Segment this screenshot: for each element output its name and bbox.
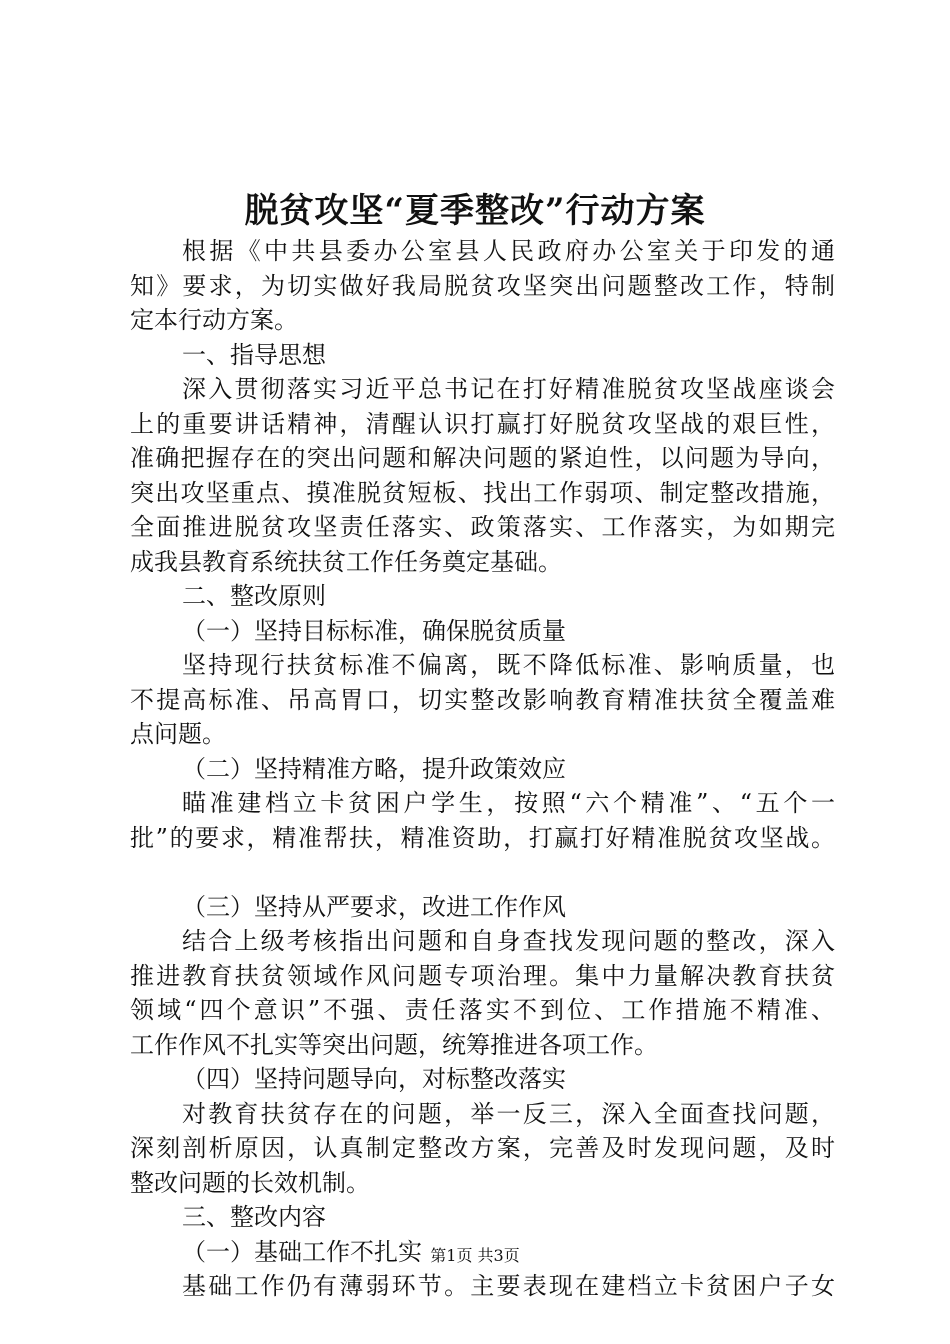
section-heading: 一、指导思想 (182, 340, 326, 369)
body-line: 领域“四个意识”不强、责任落实不到位、工作措施不精准、 (130, 996, 835, 1024)
paragraph-first-line: 根据《中共县委办公室县人民政府办公室关于印发的通 (182, 237, 835, 265)
paragraph-first-line: 对教育扶贫存在的问题，举一反三，深入全面查找问题， (182, 1099, 835, 1128)
subsection-heading: （二）坚持精准方略，提升政策效应 (182, 754, 566, 783)
body-line: 定本行动方案。 (130, 306, 298, 334)
body-line: 全面推进脱贫攻坚责任落实、政策落实、工作落实，为如期完 (130, 513, 835, 541)
section-heading: 二、整改原则 (182, 582, 326, 610)
body-line: 成我县教育系统扶贫工作任务奠定基础。 (130, 547, 562, 576)
paragraph-first-line: 结合上级考核指出问题和自身查找发现问题的整改，深入 (182, 927, 835, 955)
body-line: 上的重要讲话精神，清醒认识打赢打好脱贫攻坚战的艰巨性， (130, 409, 835, 438)
paragraph-first-line: 基础工作仍有薄弱环节。主要表现在建档立卡贫困户子女 (182, 1272, 835, 1300)
body-line: 推进教育扶贫领域作风问题专项治理。集中力量解决教育扶贫 (130, 961, 835, 990)
body-line: 不提高标准、吊高胃口，切实整改影响教育精准扶贫全覆盖难 (130, 685, 835, 714)
body-line: 整改问题的长效机制。 (130, 1168, 370, 1197)
body-line: 工作作风不扎实等突出问题，统筹推进各项工作。 (130, 1030, 658, 1059)
document-body (130, 234, 835, 1304)
document-title: 脱贫攻坚“夏季整改”行动方案 (244, 191, 706, 231)
blank-line (130, 855, 835, 890)
body-line: 知》要求，为切实做好我局脱贫攻坚突出问题整改工作，特制 (130, 271, 835, 300)
body-line: 点问题。 (130, 720, 226, 748)
body-line: 准确把握存在的突出问题和解决问题的紧迫性，以问题为导向， (130, 444, 835, 472)
section-heading: 三、整改内容 (182, 1203, 326, 1231)
paragraph-first-line: 瞄准建档立卡贫困户学生，按照“六个精准”、“五个一 (182, 789, 835, 817)
body-line: 突出攻坚重点、摸准脱贫短板、找出工作弱项、制定整改措施， (130, 478, 835, 507)
body-line: 深刻剖析原因，认真制定整改方案，完善及时发现问题，及时 (130, 1134, 835, 1162)
paragraph-first-line: 深入贯彻落实习近平总书记在打好精准脱贫攻坚战座谈会 (182, 375, 835, 403)
subsection-heading: （四）坚持问题导向，对标整改落实 (182, 1065, 566, 1093)
body-line: 批”的要求，精准帮扶，精准资助，打赢打好精准脱贫攻坚战。 (130, 823, 835, 852)
page-footer: 第1页 共3页 (430, 1246, 520, 1265)
subsection-heading: （一）坚持目标标准，确保脱贫质量 (182, 616, 566, 645)
subsection-heading: （一）基础工作不扎实 (182, 1237, 422, 1266)
subsection-heading: （三）坚持从严要求，改进工作作风 (182, 892, 566, 921)
paragraph-first-line: 坚持现行扶贫标准不偏离，既不降低标准、影响质量，也 (182, 651, 835, 679)
